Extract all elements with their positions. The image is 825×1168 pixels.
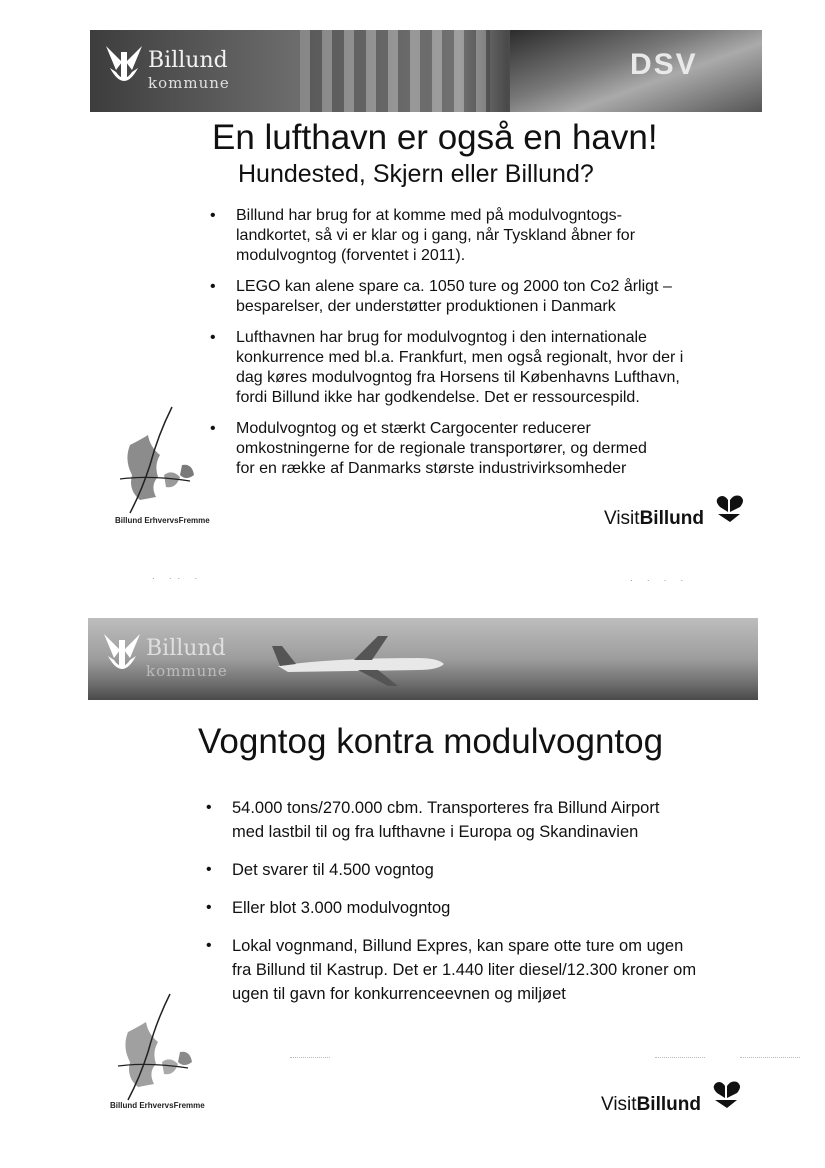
banner-logo-sub: kommune (148, 74, 230, 92)
slide1-title: En lufthavn er også en havn! (212, 118, 658, 157)
billund-kommune-logo-icon (102, 630, 142, 682)
banner-logo-name: Billund (148, 48, 228, 73)
bullet-icon: • (206, 899, 212, 916)
bullet-icon: • (210, 420, 216, 437)
denmark-map-icon (108, 992, 198, 1102)
bullet-icon: • (210, 278, 216, 295)
bullet-icon: • (206, 799, 212, 816)
denmark-map-icon (110, 405, 200, 515)
slide2-title: Vogntog kontra modulvogntog (198, 722, 664, 761)
list-item (206, 858, 716, 882)
visitbillund-logo (604, 508, 704, 530)
slide1-bullet-list (210, 206, 720, 490)
list-item (206, 796, 716, 844)
map-caption: Billund ErhvervsFremme (110, 1101, 205, 1110)
banner-image-terminal (90, 30, 762, 112)
bullet-text: LEGO kan alene spare ca. 1050 ture og 2000 ton Co2 årligt – besparelser, der understøtter produktionen i Danmark (236, 278, 672, 315)
list-item (206, 896, 716, 920)
scan-specks: · ·· · (152, 574, 204, 583)
visitbillund-hearts-icon (711, 1080, 745, 1110)
visitbillund-logo (601, 1094, 701, 1116)
billund-kommune-logo-icon (104, 42, 144, 94)
visit-prefix: Visit (601, 1094, 637, 1115)
visit-bold: Billund (636, 1094, 701, 1115)
divider (740, 1057, 800, 1058)
divider (655, 1057, 705, 1058)
truck-logo-text: DSV (630, 48, 698, 81)
slide2-bullet-list (206, 796, 716, 1020)
bullet-text: 54.000 tons/270.000 cbm. Transporteres fra Billund Airport med lastbil til og fra lufthavne i Europa og Skandinavien (232, 799, 660, 841)
bullet-icon: • (210, 329, 216, 346)
list-item (210, 206, 720, 266)
airplane-icon (268, 628, 448, 688)
bullet-icon: • (206, 861, 212, 878)
bullet-text: Billund har brug for at komme med på modulvogntogs- landkortet, så vi er klar og i gang, når Tyskland åbner for modulvogntog (forventet i 2011). (236, 207, 636, 264)
slide1-subtitle: Hundested, Skjern eller Billund? (238, 160, 594, 188)
banner-image-airplane (88, 618, 758, 700)
list-item (210, 277, 720, 317)
banner-logo-name: Billund (146, 636, 226, 661)
bullet-text: Lokal vognmand, Billund Expres, kan spare otte ture om ugen fra Billund til Kastrup. Det er 1.440 liter diesel/12.300 kroner om ugen til gavn for konkurrenceevnen og miljøet (232, 937, 697, 1003)
scan-specks: · · · · (630, 576, 690, 585)
bullet-text: Eller blot 3.000 modulvogntog (232, 899, 451, 917)
divider (290, 1057, 330, 1058)
terminal-pillars (300, 30, 490, 112)
visit-prefix: Visit (604, 508, 640, 529)
visit-bold: Billund (639, 508, 704, 529)
list-item (206, 934, 716, 1006)
visitbillund-hearts-icon (714, 494, 748, 524)
bullet-text: Lufthavnen har brug for modulvogntog i den internationale konkurrence med bl.a. Frankfurt, men også regionalt, hvor der i dag køres modulvogntog fra Horsens til Københavns Lufthavn, fordi Billund ikke har godkendelse. Det er ressourcespild. (236, 329, 684, 406)
map-caption: Billund ErhvervsFremme (115, 516, 210, 525)
bullet-text: Modulvogntog og et stærkt Cargocenter reducerer omkostningerne for de regionale transportører, og dermed for en række af Danmarks største industrivirksomheder (236, 420, 647, 477)
list-item (210, 419, 720, 479)
list-item (210, 328, 720, 408)
truck-photo (510, 30, 762, 112)
bullet-icon: • (210, 207, 216, 224)
banner-logo-sub: kommune (146, 662, 228, 680)
bullet-icon: • (206, 937, 212, 954)
bullet-text: Det svarer til 4.500 vogntog (232, 861, 434, 879)
